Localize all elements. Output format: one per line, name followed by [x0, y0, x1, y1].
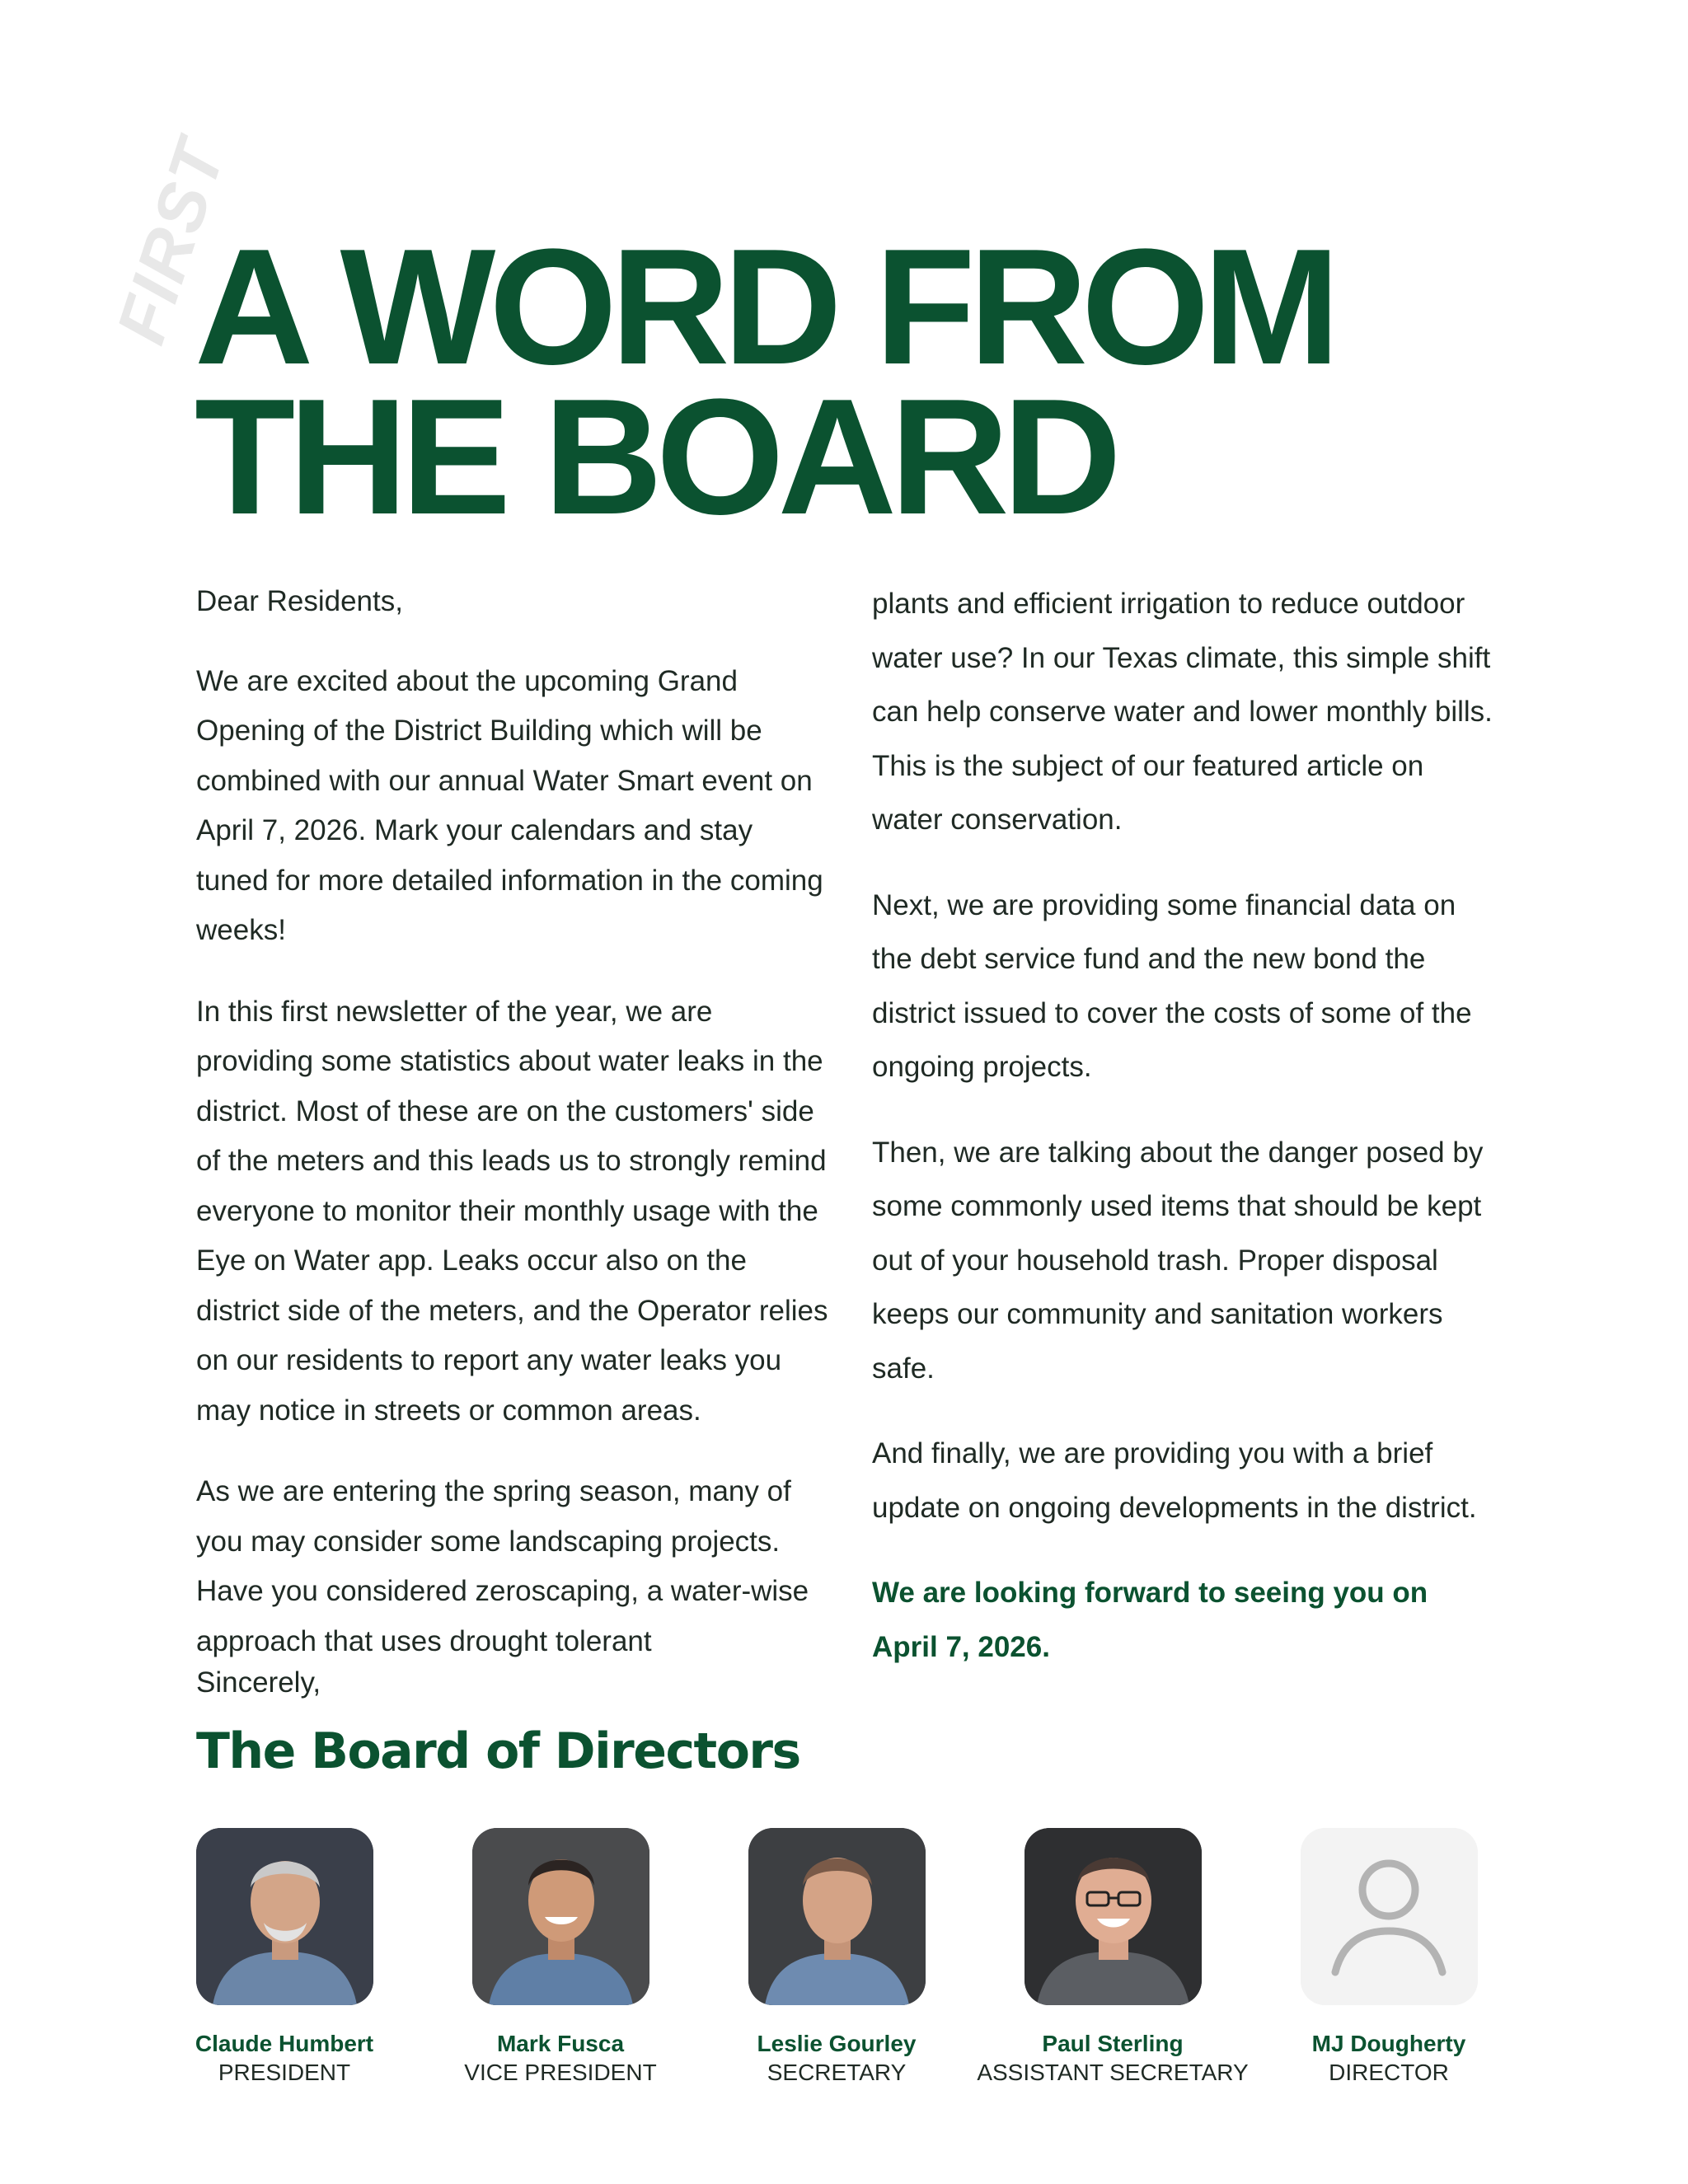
director-name: Claude Humbert	[195, 2031, 374, 2056]
director-name: Paul Sterling	[1042, 2031, 1184, 2056]
director-card	[1224, 1828, 1554, 2088]
paragraph: Next, we are providing some financial data on the debt service fund and the new bond the district issued to cover the costs of some of the ongoing projects.	[872, 888, 1472, 1083]
signoff: Sincerely,	[196, 1666, 321, 1699]
title-line-1: A WORD FROM	[195, 215, 1334, 399]
paragraph: Then, we are talking about the danger posed by some commonly used items that should be kept out of your household trash. Proper disposal keeps our community and sanitation workers safe.	[872, 1136, 1484, 1385]
person-silhouette-icon	[196, 1828, 373, 2005]
letter-column-right	[872, 577, 1498, 1705]
director-role: ASSISTANT SECRETARY	[977, 2060, 1249, 2085]
director-name: Mark Fusca	[496, 2031, 625, 2056]
directors-row	[0, 1828, 1688, 2100]
person-silhouette-icon	[1025, 1828, 1202, 2005]
person-silhouette-icon	[748, 1828, 926, 2005]
director-role: DIRECTOR	[1329, 2060, 1449, 2085]
kicker-label: FIRST	[101, 130, 240, 353]
paragraph: In this first newsletter of the year, we are providing some statistics about water leaks in the district. Most of these are on the customers' side of the meters and this leads us to strongly remind everyone to monitor their monthly usage with the Eye on Water app. Leaks occur also on the district side of the meters, and the Operator relies on our residents to report any water leaks you may notice in streets or common areas.	[196, 995, 828, 1427]
user-placeholder	[1301, 1828, 1478, 2005]
greeting: Dear Residents,	[196, 585, 403, 617]
signature-title: The Board of Directors	[196, 1722, 800, 1780]
director-role: SECRETARY	[767, 2060, 907, 2085]
portrait-photo	[748, 1828, 926, 2005]
portrait-photo	[472, 1828, 649, 2005]
person-silhouette-icon	[472, 1828, 649, 2005]
portrait-photo	[1025, 1828, 1202, 2005]
director-role: VICE PRESIDENT	[464, 2060, 657, 2085]
director-name: Leslie Gourley	[757, 2031, 917, 2056]
paragraph: plants and efficient irrigation to reduce outdoor water use? In our Texas climate, this simple shift can help conserve water and lower monthly bills. This is the subject of our featured article on water conservation.	[872, 588, 1493, 836]
paragraph: As we are entering the spring season, many of you may consider some landscaping projects. Have you considered zeroscaping, a water-wise approach that uses drought tolerant	[196, 1475, 809, 1657]
title-line-2: THE BOARD	[195, 365, 1115, 549]
closing-line: We are looking forward to seeing you on April 7, 2026.	[872, 1577, 1428, 1663]
page-title	[195, 215, 1334, 549]
letter-column-left	[196, 577, 831, 1698]
paragraph: We are excited about the upcoming Grand Opening of the District Building which will be combined with our annual Water Smart event on April 7, 2026. Mark your calendars and stay tuned for more detailed information in the coming weeks!	[196, 664, 823, 946]
paragraph: And finally, we are providing you with a brief update on ongoing developments in the district.	[872, 1437, 1477, 1524]
director-role: PRESIDENT	[218, 2060, 351, 2085]
director-name: MJ Dougherty	[1311, 2031, 1466, 2056]
portrait-photo	[196, 1828, 373, 2005]
user-placeholder-icon	[1301, 1828, 1478, 2005]
